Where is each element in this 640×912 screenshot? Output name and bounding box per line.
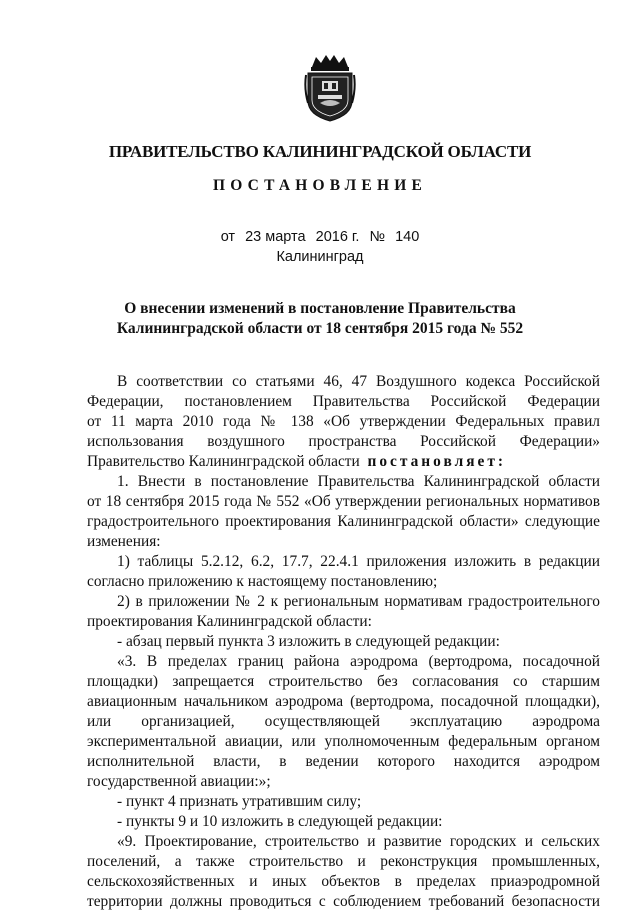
body-line: площадки) запрещается строительство без согласования со старшим [87, 673, 600, 690]
body-line: изменения: [87, 533, 161, 550]
subject-line: Калининградской области от 18 сентября 2015 года № 552 [116, 320, 524, 337]
body-line: «3. В пределах границ района аэродрома (вертодрома, посадочной [117, 653, 600, 670]
document-body [87, 372, 600, 912]
document-number: 140 [395, 229, 420, 245]
body-line: - абзац первый пункта 3 изложить в следующей редакции: [117, 633, 500, 650]
body-line: проектирования Калининградской области: [87, 613, 372, 630]
body-line: - пункты 9 и 10 изложить в следующей редакции: [117, 813, 443, 830]
body-line: 1. Внести в постановление Правительства Калининградской области [117, 473, 600, 490]
body-line: градостроительного проектирования Калининградской области» следующие [87, 513, 600, 530]
body-line: 2) в приложении № 2 к региональным нормативам градостроительного [117, 593, 600, 610]
body-line: использования воздушного пространства Российской Федерации» [87, 433, 600, 450]
body-line: от 11 марта 2010 года № 138 «Об утверждении Федеральных правил [87, 413, 600, 430]
kaliningrad-coat-of-arms-icon [304, 53, 356, 123]
body-line: «9. Проектирование, строительство и развитие городских и сельских [117, 833, 600, 850]
document-type: ПОСТАНОВЛЕНИЕ [212, 177, 428, 194]
body-line: или организацией, осуществляющей эксплуатацию аэродрома [87, 713, 600, 730]
subject-line: О внесении изменений в постановление Правительства [124, 300, 516, 317]
date-prefix: от [220, 229, 236, 245]
body-line: авиационным начальником аэродрома (вертодрома, посадочной площадки), [87, 693, 600, 710]
body-line: от 18 сентября 2015 года № 552 «Об утверждении региональных нормативов [87, 493, 600, 510]
body-line: согласно приложению к настоящему постановлению; [87, 573, 438, 590]
body-line: Федерации, постановлением Правительства Российской Федерации [87, 393, 600, 410]
body-text-fragment: Правительство Калининградской области [87, 453, 360, 470]
year-value: 2016 г. [315, 229, 360, 245]
city: Калининград [276, 249, 364, 265]
document-subject [0, 299, 640, 339]
date-line [0, 229, 640, 245]
body-line: - пункт 4 признать утратившим силу; [117, 793, 362, 810]
body-line [87, 452, 600, 472]
date-value: 23 марта [245, 229, 306, 245]
number-sign: № [369, 229, 386, 245]
organization-title: ПРАВИТЕЛЬСТВО КАЛИНИНГРАДСКОЙ ОБЛАСТИ [108, 142, 532, 161]
body-line: 1) таблицы 5.2.12, 6.2, 17.7, 22.4.1 приложения изложить в редакции [117, 553, 600, 570]
body-line: В соответствии со статьями 46, 47 Воздушного кодекса Российской [117, 373, 600, 390]
body-line: сельскохозяйственных и иных объектов в пределах приаэродромной [87, 873, 600, 890]
decree-word: постановляет: [367, 453, 507, 470]
body-line: государственной авиации:»; [87, 773, 271, 790]
body-line: поселений, а также строительство и реконструкция промышленных, [87, 853, 600, 870]
body-line: исполнительной власти, в ведении которого находится аэродром [87, 753, 600, 770]
body-line: экспериментальной авиации, или уполномоченным федеральным органом [87, 733, 600, 750]
body-line: территории должны проводиться с соблюдением требований безопасности [87, 893, 600, 910]
